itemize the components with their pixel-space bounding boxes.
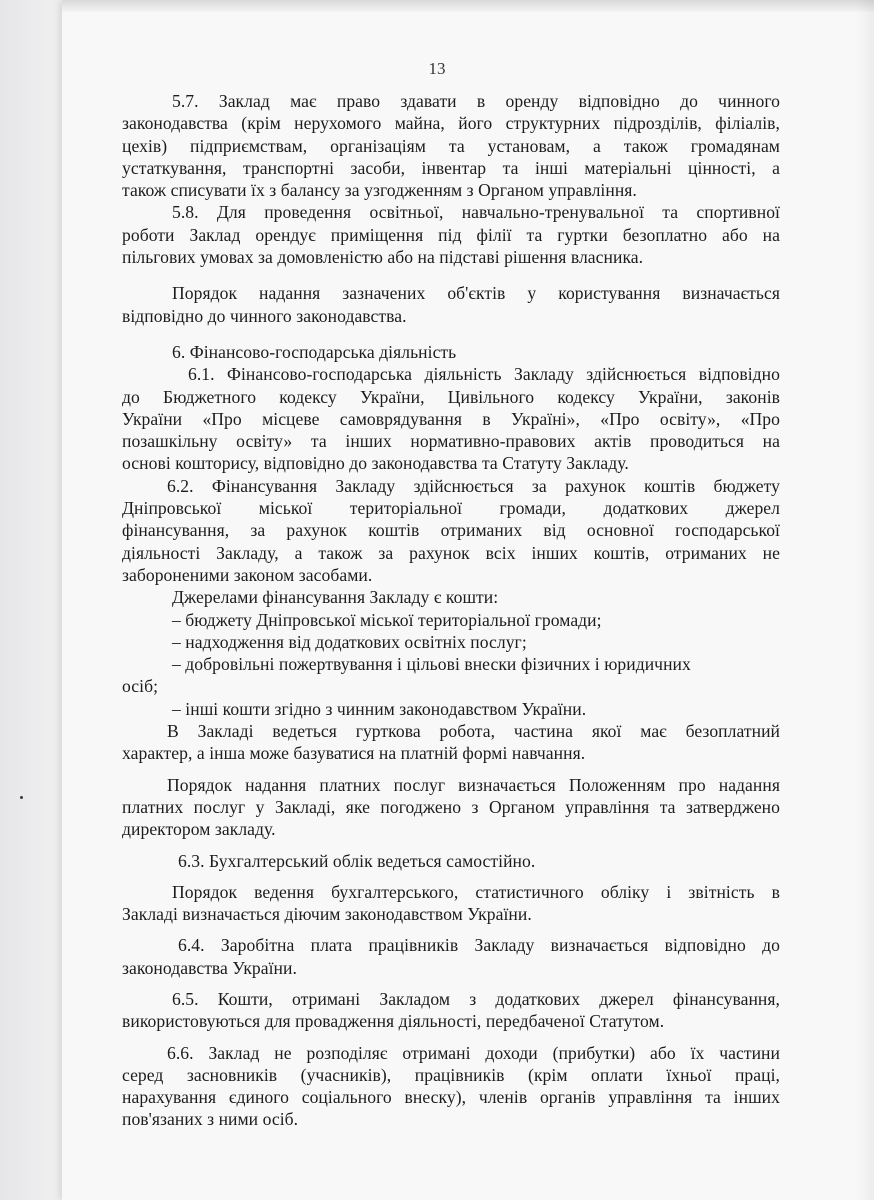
text-line: Порядок надання платних послуг визначається Положенням про надання [167,774,780,795]
text-line: Порядок надання зазначених об'єктів у користування визначається [172,283,780,304]
text-line: діяльності Закладу, а також за рахунок всіх інших коштів, отриманих не [122,542,780,563]
scan-left-strip [0,0,62,1200]
page-top-edge [62,0,874,12]
text-line: основі кошторису, відповідно до законодавства та Статуту Закладу. [122,453,629,474]
text-line: позашкільну освіту» та інших нормативно-правових актів проводиться на [122,431,780,452]
scan-speck [20,796,23,799]
text-line: 6.5. Кошти, отримані Закладом з додаткових джерел фінансування, [172,988,780,1009]
text-line: 5.8. Для проведення освітньої, навчально-тренувальної та спортивної [172,202,780,223]
text-line: законодавства України. [122,957,297,978]
text-line: використовуються для провадження діяльності, передбаченої Статутом. [122,1011,665,1032]
text-line: законодавства (крім нерухомого майна, його структурних підрозділів, філіалів, [122,113,780,134]
text-line: 6.2. Фінансування Закладу здійснюється за рахунок коштів бюджету [167,475,780,496]
list-item: – інші кошти згідно з чинним законодавством України. [172,698,587,719]
text-line: характер, а інша може базуватися на платній формі навчання. [122,743,586,764]
text-line: нарахування єдиного соціального внеску), членів органів управління та інших [122,1087,780,1108]
text-line: 6.6. Заклад не розподіляє отримані доходи (прибутки) або їх частини [167,1042,780,1063]
text-line: Джерелами фінансування Закладу є кошти: [172,587,499,608]
text-line: цехів) підприємствам, організаціям та установам, а також громадянам [122,135,780,156]
text-line: 6.1. Фінансово-господарська діяльність Закладу здійснюється відповідно [188,364,780,385]
text-line: до Бюджетного кодексу України, Цивільного кодексу України, законів [122,386,780,407]
list-item: – бюджету Дніпровської міської територіальної громади; [172,609,602,630]
text-line: Дніпровської міської територіальної громади, додаткових джерел [122,498,780,519]
text-line: фінансування, за рахунок коштів отриманих від основної господарської [122,520,780,541]
text-line: Порядок ведення бухгалтерського, статистичного обліку і звітність в [172,881,780,902]
section-heading: 6. Фінансово-господарська діяльність [172,341,457,362]
text-line: пільгових умовах за домовленістю або на підставі рішення власника. [122,247,644,268]
text-line: відповідно до чинного законодавства. [122,305,407,326]
text-line: пов'язаних з ними осіб. [122,1109,299,1130]
text-line: директором закладу. [122,819,276,840]
text-line: В Закладі ведеться гурткова робота, частина якої має безоплатний [167,721,780,742]
text-line: платних послуг у Закладі, яке погоджено з Органом управління та затверджено [122,796,780,817]
document-body [122,90,780,1131]
text-line: України «Про місцеве самоврядування в Україні», «Про освіту», «Про [122,408,780,429]
text-line: Закладі визначається діючим законодавством України. [122,904,532,925]
page-number: 13 [428,59,446,78]
list-item: – добровільні пожертвування і цільові внески фізичних і юридичних [172,654,691,675]
text-line: 6.4. Заробітна плата працівників Закладу визначається відповідно до [178,935,780,956]
text-line: забороненими законом засобами. [122,564,373,585]
text-line: роботи Заклад орендує приміщення під філії та гуртки безоплатно або на [122,224,780,245]
text-line: 6.3. Бухгалтерський облік ведеться самостійно. [178,850,536,871]
page-right-shadow [856,0,874,1200]
text-line: також списувати їх з балансу за узгодженням з Органом управління. [122,180,637,201]
text-line: серед засновників (учасників), працівників (крім оплати їхньої праці, [122,1064,780,1085]
text-line: 5.7. Заклад має право здавати в оренду відповідно до чинного [172,91,780,111]
text-line: устаткування, транспортні засоби, інвентар та інші матеріальні цінності, а [122,157,780,178]
list-item-continuation: осіб; [122,676,159,697]
list-item: – надходження від додаткових освітніх послуг; [172,631,527,652]
